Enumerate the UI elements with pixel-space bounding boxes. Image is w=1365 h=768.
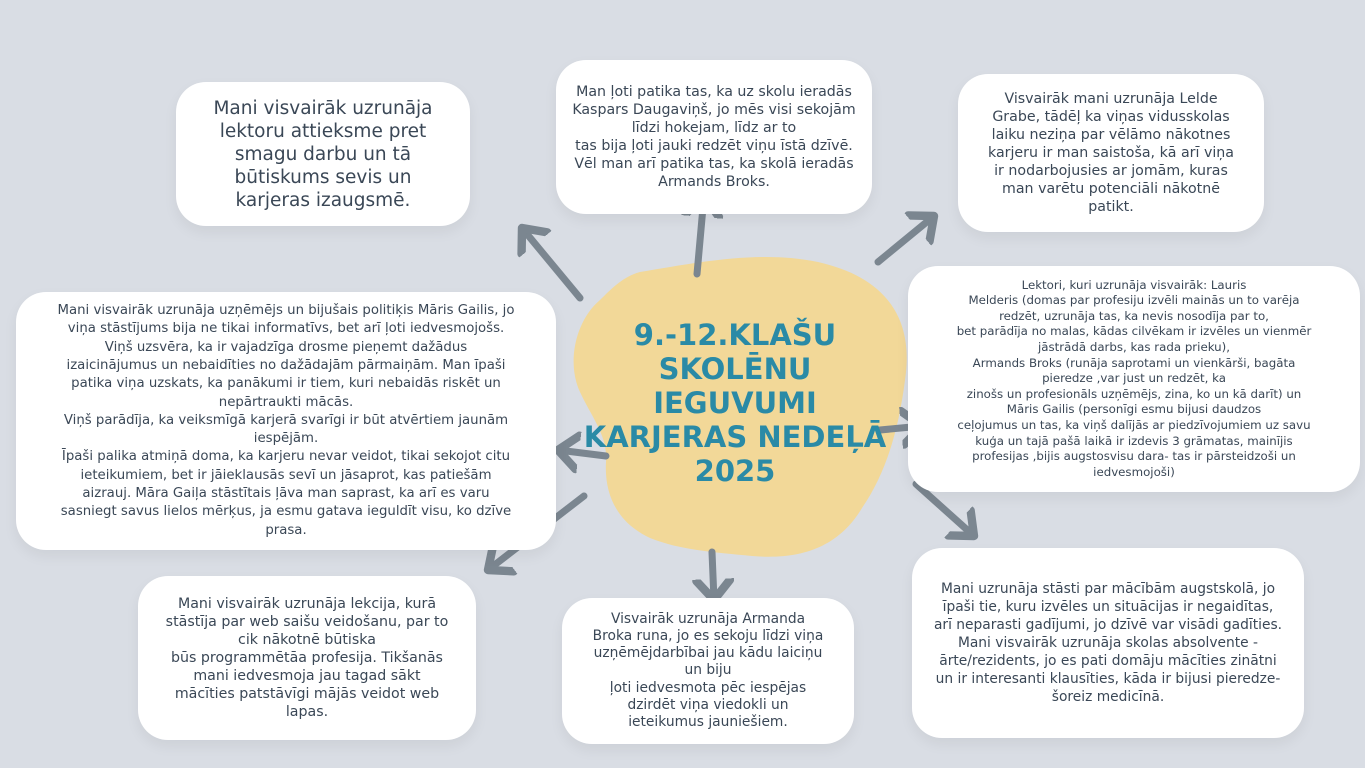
card-bottom-right <box>912 548 1304 738</box>
card-top-center-text: Man ļoti patika tas, ka uz skolu ieradās Kaspars Daugaviņš, jo mēs visi sekojām līdzi hokejam, līdz ar to tas bija ļoti jauki redzēt viņu īstā dzīvē. Vēl man arī patika tas, ka skolā ieradās Armands Broks. <box>572 84 856 190</box>
card-right-text: Lektori, kuri uzrunāja visvairāk: Lauris Melderis (domas par profesiju izvēli mainās un to varēja redzēt, uzrunāja tas, ka nevis nosodīja par to, bet parādīja no malas, kādas cilvēkam ir izvēles un vienmēr jāstrādā darbs, kas rada prieku), Armands Broks (runāja saprotami un vienkārši, bagāta pieredze ,var just un redzēt, ka zinošs un profesionāls uzņēmējs, zina, ko un kā darīt) un Māris Gailis (personīgi esmu bijusi daudzos ceļojumus un tas, ka viņš dalījās ar piedzīvojumiem uz savu kuģa un tajā pašā laikā ir izdevis 3 grāmatas, mainījis profesijas ,bijis augstosvisu dara- tas ir pārsteidzoši un iedvesmojoši) <box>956 277 1312 479</box>
card-bottom-center <box>562 598 854 744</box>
arrow-bottom-center <box>712 552 714 600</box>
card-bottom-center-text: Visvairāk uzrunāja Armanda Broka runa, jo es sekoju līdzi viņa uzņēmējdarbībai jau kādu laiciņu un biju ļoti iedvesmota pēc iespējas dzirdēt viņa viedokli un ieteikumus jauniešiem. <box>592 610 824 730</box>
card-right <box>908 266 1360 492</box>
card-left <box>16 292 556 550</box>
arrow-top-left <box>522 228 580 298</box>
center-title: 9.-12.KLAŠU SKOLĒNU IEGUVUMI KARJERAS NEDEĻĀ 2025 <box>583 318 887 488</box>
card-bottom-right-text: Mani uzrunāja stāsti par mācībām augstskolā, jo īpaši tie, kuru izvēles un situācijas ir negaidītas, arī neparasti gadījumi, jo dzīvē var visādi gadīties. Mani visvairāk uzrunāja skolas absolvente - ārte/rezidents, jo es pati domāju mācīties zinātni un ir interesanti klausīties, kāda ir bijusi pieredze- šoreiz medicīnā. <box>933 581 1283 705</box>
card-top-right <box>958 74 1264 232</box>
card-top-right-text: Visvairāk mani uzrunāja Lelde Grabe, tādēļ ka viņas vidusskolas laiku neziņa par vēlāmo nākotnes karjeru ir man saistoša, kā arī viņa ir nodarbojusies ar jomām, kuras man varētu potenciāli nākotnē patikt. <box>988 91 1234 215</box>
card-bottom-left <box>138 576 476 740</box>
card-bottom-left-text: Mani visvairāk uzrunāja lekcija, kurā stāstīja par web saišu veidošanu, par to cik nākotnē būtiska būs programmētāa profesija. Tikšanās mani iedvesmoja jau tagad sākt mācīties patstāvīgi mājās veidot web lapas. <box>165 596 449 720</box>
card-top-left-text: Mani visvairāk uzrunāja lektoru attieksme pret smagu darbu un tā būtiskums sevis un karjeras izaugsmē. <box>213 97 433 211</box>
card-top-center <box>556 60 872 214</box>
card-top-left <box>176 82 470 226</box>
card-left-text: Mani visvairāk uzrunāja uzņēmējs un bijušais politiķis Māris Gailis, jo viņa stāstījums bija ne tikai informatīvs, bet arī ļoti iedvesmojošs. Viņš uzsvēra, ka ir vajadzīga drosme pieņemt dažādus izaicinājumus un nebaidīties no dažādajām pārmaiņām. Man īpaši patika viņa uzskats, ka panākumi ir tiem, kuri nebaidās riskēt un nepārtraukti mācās. Viņš parādīja, ka veiksmīgā karjerā svarīgi ir būt atvērtiem jaunām iespējām. Īpaši palika atmiņā doma, ka karjeru nevar veidot, tikai sekojot citu ieteikumiem, bet ir jāieklausās sevī un jāsaprot, kas patiešām aizrauj. Māra Gaiļa stāstītais ļāva man saprast, ka arī es varu sasniegt savus lielos mērķus, ja esmu gatava ieguldīt visu, ko dzīve prasa. <box>57 303 515 538</box>
arrow-top-right <box>878 216 934 262</box>
